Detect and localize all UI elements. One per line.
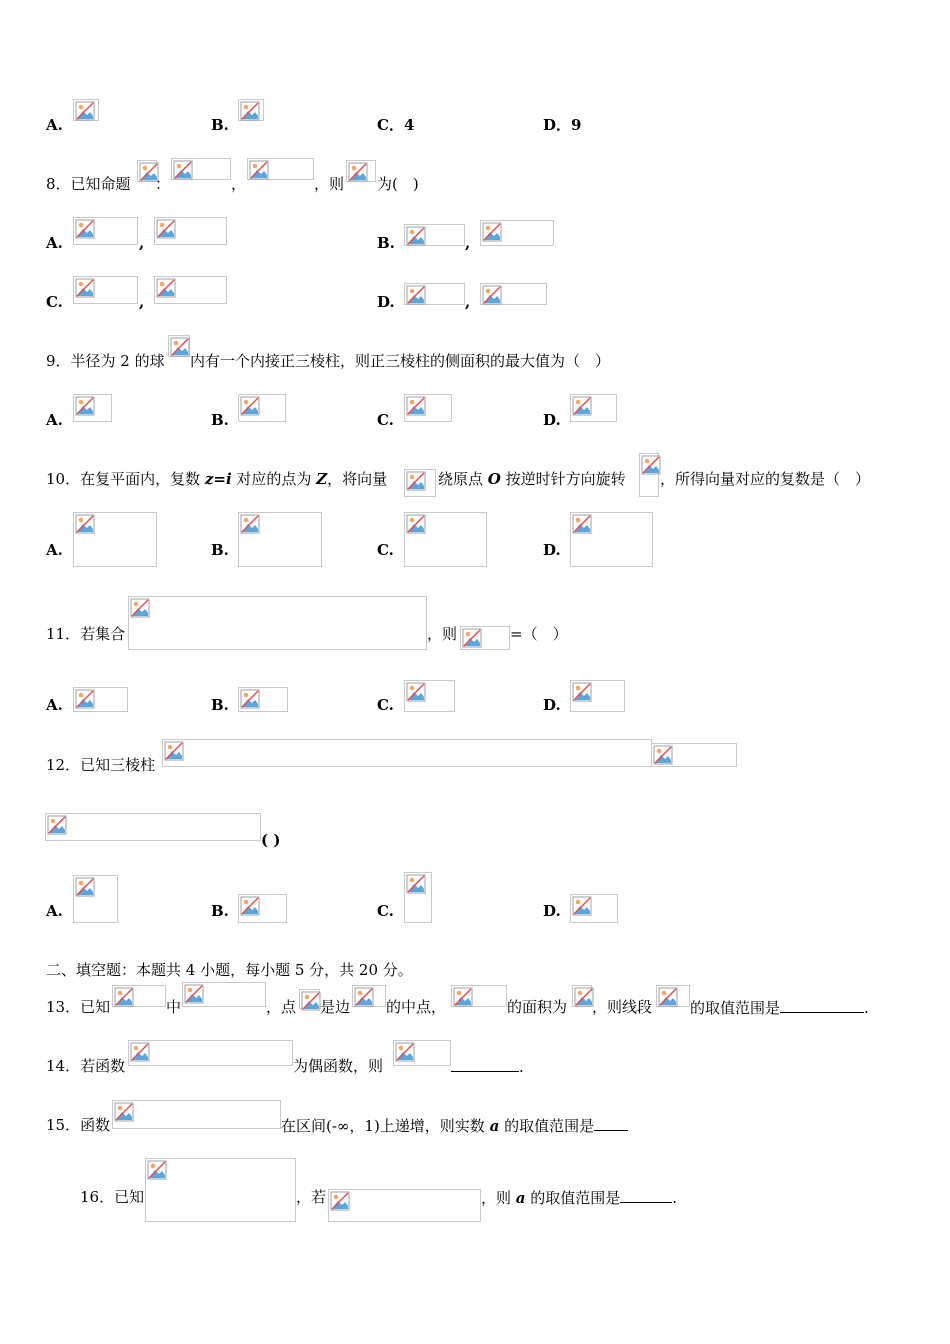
punct: 是边 [320,998,351,1016]
question-15-stem: 15．函数 [46,1116,111,1134]
punct: ，则线段 [592,998,653,1016]
broken-image-icon [406,285,426,305]
broken-image-icon [164,741,184,761]
question-14-tail: . [451,1056,524,1077]
broken-image-icon [406,226,426,246]
option-label-b: B. [211,116,229,134]
formula-image [154,217,227,245]
formula-image [247,158,314,180]
formula-image [171,158,231,180]
broken-image-icon [156,219,176,239]
formula-image [45,813,261,841]
formula-image [238,687,288,712]
broken-image-icon [75,101,95,121]
broken-image-icon [114,987,134,1007]
question-11-tail: =（ ） [510,625,568,643]
broken-image-icon [47,815,67,835]
formula-image [570,512,653,567]
option-label-a: A. [46,902,63,920]
formula-image [404,512,487,567]
broken-image-icon [572,896,592,916]
broken-image-icon [330,1191,350,1211]
broken-image-icon [653,745,673,765]
formula-image [451,985,507,1007]
answer-blank[interactable] [594,1115,628,1131]
broken-image-icon [240,396,260,416]
formula-image [145,1158,296,1222]
punct: ，则 [427,625,458,643]
punct: ，点 [266,998,297,1016]
option-d: D．9 [543,116,582,134]
formula-image [238,99,264,121]
broken-image-icon [482,285,502,305]
formula-image [572,985,592,1007]
formula-image [404,394,452,422]
broken-image-icon [406,471,426,491]
broken-image-icon [482,222,502,242]
option-label-b: B. [377,234,395,252]
broken-image-icon [572,396,592,416]
question-10-mid: 绕原点 O 按逆时针方向旋转 [438,470,626,488]
broken-image-icon [574,987,594,1007]
formula-image [128,596,427,650]
option-label-c: C. [377,541,394,559]
broken-image-icon [240,896,260,916]
formula-image [73,687,128,712]
option-label-d: D. [543,902,561,920]
broken-image-icon [240,689,260,709]
broken-image-icon [641,455,661,475]
option-label-d: D. [543,411,561,429]
formula-image [128,1040,293,1066]
formula-image [404,469,436,497]
formula-image [238,512,322,567]
formula-image [112,1100,281,1129]
option-label-d: D. [543,541,561,559]
option-label-c: C. [46,293,63,311]
section-heading: 二、填空题：本题共 4 小题，每小题 5 分，共 20 分。 [46,961,413,979]
formula-image [168,335,190,357]
broken-image-icon [354,987,374,1007]
option-label-c: C. [377,696,394,714]
formula-image [238,394,286,422]
broken-image-icon [406,682,426,702]
broken-image-icon [240,514,260,534]
question-9-stem: 9．半径为 2 的球 [46,352,165,370]
question-14-stem: 14．若函数 [46,1057,126,1075]
broken-image-icon [658,987,678,1007]
broken-image-icon [147,1160,167,1180]
broken-image-icon [572,514,592,534]
option-label-d: D. [377,293,395,311]
broken-image-icon [75,278,95,298]
formula-image [480,283,547,305]
question-11-stem: 11．若集合 [46,625,126,643]
formula-image [112,985,166,1007]
punct: , [465,293,471,311]
broken-image-icon [395,1042,415,1062]
formula-image [73,394,112,422]
punct: 的中点， [386,998,447,1016]
option-label-a: A. [46,696,63,714]
broken-image-icon [170,337,190,357]
broken-image-icon [406,514,426,534]
broken-image-icon [75,689,95,709]
punct: ，若 [296,1188,327,1206]
option-label-a: A. [46,234,63,252]
formula-image [346,160,376,182]
formula-image [460,626,510,650]
formula-image [182,982,266,1007]
broken-image-icon [406,874,426,894]
formula-image [238,894,287,923]
question-8-tail: 为( ) [377,175,419,193]
question-12-stem: 12．已知三棱柱 [46,756,156,774]
option-label-b: B. [211,411,229,429]
broken-image-icon [406,396,426,416]
question-10-stem: 10．在复平面内，复数 z=i 对应的点为 Z，将向量 [46,470,388,488]
formula-image [404,680,455,712]
formula-image [162,739,652,767]
option-label-b: B. [211,541,229,559]
punct: ，则 [314,175,345,193]
formula-image [73,99,99,121]
broken-image-icon [130,1042,150,1062]
broken-image-icon [114,1102,134,1122]
option-label-a: A. [46,411,63,429]
formula-image [73,217,138,245]
formula-image [651,743,737,767]
option-label-b: B. [211,902,229,920]
option-label-a: A. [46,541,63,559]
option-label-a: A. [46,116,63,134]
punct: , [139,234,145,252]
broken-image-icon [240,101,260,121]
formula-image [299,989,320,1009]
punct: , [465,234,471,252]
punct: ： [155,175,171,193]
broken-image-icon [249,160,269,180]
punct: 的面积为 [507,998,568,1016]
answer-blank[interactable] [620,1187,672,1203]
punct: ， [231,175,247,193]
formula-image [570,394,617,422]
broken-image-icon [462,628,482,648]
formula-image [73,276,138,304]
formula-image [352,985,386,1007]
formula-image [404,224,465,246]
question-12-tail: ( ) [261,831,281,849]
broken-image-icon [348,162,368,182]
punct: , [139,293,145,311]
option-label-c: C. [377,411,394,429]
broken-image-icon [301,991,321,1011]
option-label-c: C. [377,902,394,920]
broken-image-icon [173,160,193,180]
formula-image [137,160,157,182]
broken-image-icon [75,219,95,239]
formula-image [480,220,554,246]
formula-image [404,283,465,305]
formula-image [393,1040,451,1066]
broken-image-icon [130,598,150,618]
formula-image [570,894,618,923]
question-10-tail: ，所得向量对应的复数是（ ） [660,470,871,488]
punct: 中 [166,998,182,1016]
broken-image-icon [75,514,95,534]
question-16-tail: ，则 a 的取值范围是 . [481,1189,678,1207]
formula-image [73,875,118,923]
broken-image-icon [572,682,592,702]
option-label-d: D. [543,696,561,714]
formula-image [73,512,157,567]
formula-image [639,453,659,497]
question-13-stem: 13．已知 [46,998,111,1016]
formula-image [154,276,227,304]
formula-image [404,872,432,923]
question-16-stem: 16．已知 [80,1188,145,1206]
question-9-tail: 内有一个内接正三棱柱，则正三棱柱的侧面积的最大值为（ ） [190,352,611,370]
broken-image-icon [75,877,95,897]
broken-image-icon [75,396,95,416]
broken-image-icon [453,987,473,1007]
broken-image-icon [156,278,176,298]
answer-blank[interactable] [780,997,864,1013]
question-13-tail: 的取值范围是 . [690,999,869,1017]
formula-image [570,680,625,712]
answer-blank[interactable] [451,1056,519,1072]
option-c: C．4 [377,116,415,134]
punct: 为偶函数，则 [293,1057,384,1075]
question-15-tail: 在区间(-∞，1)上递增，则实数 a 的取值范围是 [281,1115,628,1136]
question-8-stem: 8．已知命题 [46,175,131,193]
formula-image [328,1189,481,1222]
broken-image-icon [184,984,204,1004]
option-label-b: B. [211,696,229,714]
formula-image [656,985,690,1007]
